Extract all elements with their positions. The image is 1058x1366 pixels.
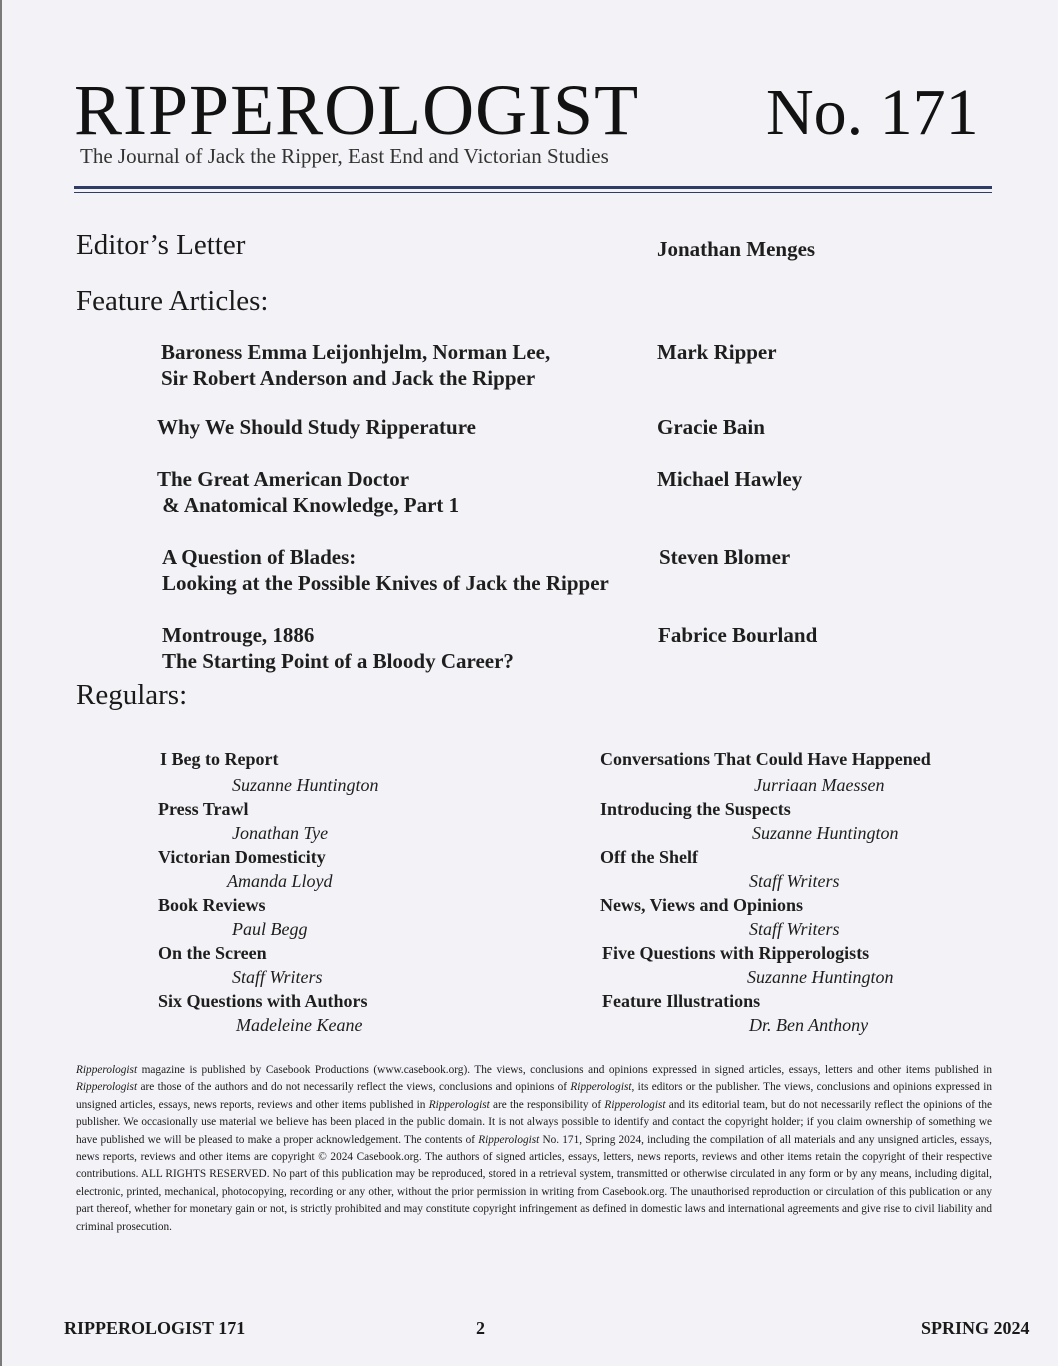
masthead-title: RIPPEROLOGIST	[74, 70, 640, 150]
regular-author: Suzanne Huntington	[747, 967, 894, 987]
regular-author: Paul Begg	[232, 919, 308, 939]
feature-title: A Question of Blades: Looking at the Possible Knives of Jack the Ripper	[162, 545, 609, 595]
magazine-name: Ripperologist	[478, 1133, 540, 1146]
regular-title: On the Screen	[158, 943, 267, 963]
magazine-name: Ripperologist	[76, 1081, 138, 1094]
regular-author: Jonathan Tye	[232, 823, 329, 843]
editors-letter-author: Jonathan Menges	[657, 237, 816, 261]
feature-title: Baroness Emma Leijonhjelm, Norman Lee, Sir Robert Anderson and Jack the Ripper	[161, 340, 551, 390]
regular-title: Five Questions with Ripperologists	[602, 943, 870, 963]
magazine-name: Ripperologist	[76, 1064, 138, 1076]
regular-author: Staff Writers	[232, 967, 323, 987]
regular-author: Staff Writers	[749, 919, 840, 939]
feature-author: Michael Hawley	[657, 467, 803, 491]
editors-letter-heading: Editor’s Letter	[76, 229, 246, 261]
feature-title: The Great American Doctor & Anatomical Knowledge, Part 1	[157, 467, 460, 517]
feature-author: Fabrice Bourland	[658, 623, 818, 647]
regular-author: Staff Writers	[749, 871, 840, 891]
regular-title: Victorian Domesticity	[158, 847, 326, 867]
copyright-notice: Ripperologist magazine is published by Casebook Productions (www.casebook.org). The views, conclusions and opinions expressed in signed articles, essays, letters and other items published in Ripperologist are those of the authors and do not necessarily reflect the views, conclusions and opinions of Ripperologist, its editors or the publisher. The views, conclusions and opinions expressed in unsigned articles, essays, news reports, reviews and other items published in Ripperologist are the responsibility of Ripperologist and its editorial team, but do not necessarily reflect the opinions of the publisher. We occasionally use material we believe has been placed in the public domain. It is not always possible to identify and contact the copyright holder; if you claim ownership of something we have published we will be pleased to make a proper acknowledgement. The contents of Ripperologist No. 171, Spring 2024, including the compilation of all materials and any unsigned articles, essays, news reports, reviews and other items are copyright © 2024 Casebook.org. The authors of signed articles, essays, letters, news reports, reviews and other items retain the copyright of their respective contributions. ALL RIGHTS RESERVED. No part of this publication may be reproduced, stored in a retrieval system, transmitted or otherwise circulated in any form or by any means, including digital, electronic, printed, mechanical, photocopying, recording or any other, without the prior permission in writing from Casebook.org. The unauthorised reproduction or circulation of this publication or any part thereof, whether for monetary gain or not, is strictly prohibited and may constitute copyright infringement as defined in domestic laws and international agreements and give rise to civil liability and criminal prosecution.	[76, 1064, 992, 1233]
feature-articles-heading: Feature Articles:	[76, 285, 269, 317]
regular-author: Suzanne Huntington	[232, 775, 379, 795]
regular-title: Off the Shelf	[600, 847, 698, 867]
feature-author: Mark Ripper	[657, 340, 777, 364]
regular-title: Six Questions with Authors	[158, 991, 368, 1011]
regular-title: Feature Illustrations	[602, 991, 761, 1011]
regular-title: Conversations That Could Have Happened	[600, 749, 931, 769]
magazine-name: Ripperologist	[428, 1098, 490, 1111]
regular-author: Jurriaan Maessen	[754, 775, 885, 795]
regular-author: Dr. Ben Anthony	[749, 1015, 869, 1035]
issue-number: No. 171	[766, 76, 979, 149]
regular-author: Suzanne Huntington	[752, 823, 899, 843]
regular-title: News, Views and Opinions	[600, 895, 804, 915]
footer-season: SPRING 2024	[921, 1318, 1030, 1338]
regulars-heading: Regulars:	[76, 679, 188, 711]
regular-title: Introducing the Suspects	[600, 799, 791, 819]
regular-title: Press Trawl	[158, 799, 249, 819]
regular-author: Madeleine Keane	[236, 1015, 363, 1035]
regular-title: I Beg to Report	[160, 749, 279, 769]
page-number: 2	[476, 1318, 485, 1338]
header-rule-thick	[74, 186, 992, 189]
regular-author: Amanda Lloyd	[227, 871, 333, 891]
magazine-name: Ripperologist	[604, 1098, 666, 1111]
regular-title: Book Reviews	[158, 895, 266, 915]
footer-publication: RIPPEROLOGIST 171	[64, 1318, 246, 1338]
header-rule-thin	[74, 192, 992, 193]
feature-author: Gracie Bain	[657, 415, 765, 439]
magazine-name: Ripperologist	[570, 1081, 632, 1094]
feature-author: Steven Blomer	[659, 545, 791, 569]
feature-title: Why We Should Study Ripperature	[157, 415, 476, 439]
masthead-subtitle: The Journal of Jack the Ripper, East End and Victorian Studies	[80, 144, 609, 168]
feature-title: Montrouge, 1886 The Starting Point of a Bloody Career?	[162, 623, 514, 673]
